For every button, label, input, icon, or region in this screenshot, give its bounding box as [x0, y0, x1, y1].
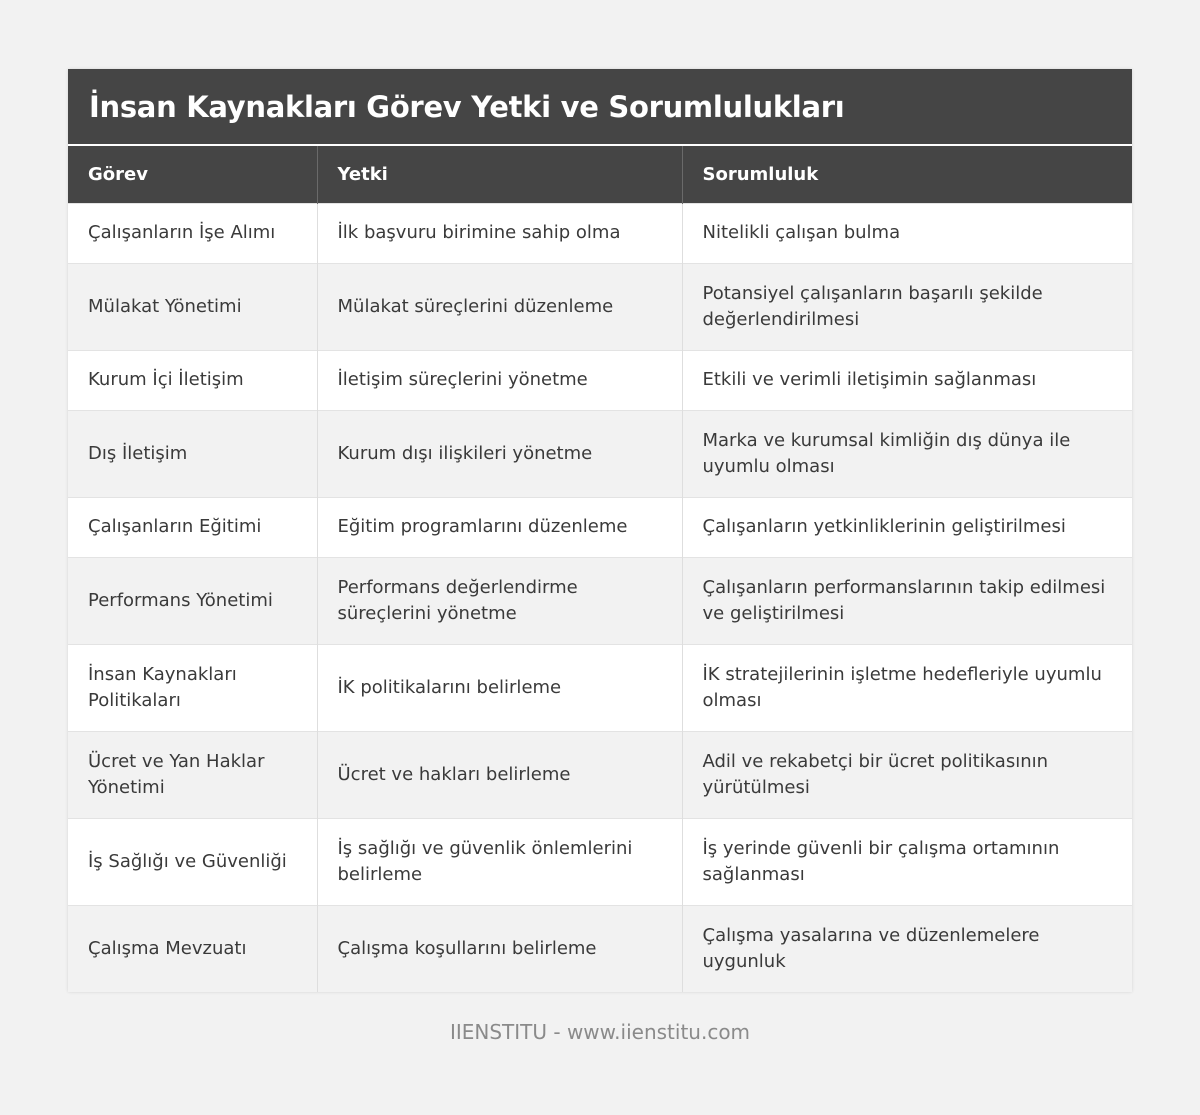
table-title: İnsan Kaynakları Görev Yetki ve Sorumlulukları — [68, 69, 1132, 144]
cell-gorev: Performans Yönetimi — [68, 557, 317, 644]
table-row — [68, 410, 1132, 497]
cell-yetki: Ücret ve hakları belirleme — [317, 731, 682, 818]
column-header-yetki: Yetki — [317, 145, 682, 203]
table-row — [68, 731, 1132, 818]
cell-yetki: Performans değerlendirme süreçlerini yönetme — [317, 557, 682, 644]
cell-gorev: İnsan Kaynakları Politikaları — [68, 644, 317, 731]
cell-sorumluluk: İş yerinde güvenli bir çalışma ortamının sağlanması — [682, 818, 1132, 905]
cell-gorev: Çalışanların İşe Alımı — [68, 203, 317, 263]
table-row — [68, 203, 1132, 263]
cell-yetki: İK politikalarını belirleme — [317, 644, 682, 731]
table-row — [68, 644, 1132, 731]
cell-sorumluluk: Çalışanların yetkinliklerinin geliştirilmesi — [682, 497, 1132, 557]
cell-sorumluluk: Çalışanların performanslarının takip edilmesi ve geliştirilmesi — [682, 557, 1132, 644]
table-header-row — [68, 145, 1132, 203]
cell-gorev: İş Sağlığı ve Güvenliği — [68, 818, 317, 905]
table-row — [68, 350, 1132, 410]
footer-credit: IIENSTITU - www.iienstitu.com — [449, 1020, 751, 1044]
cell-yetki: Kurum dışı ilişkileri yönetme — [317, 410, 682, 497]
cell-sorumluluk: Nitelikli çalışan bulma — [682, 203, 1132, 263]
cell-sorumluluk: Etkili ve verimli iletişimin sağlanması — [682, 350, 1132, 410]
cell-gorev: Mülakat Yönetimi — [68, 263, 317, 350]
table-row — [68, 497, 1132, 557]
cell-gorev: Dış İletişim — [68, 410, 317, 497]
cell-yetki: Mülakat süreçlerini düzenleme — [317, 263, 682, 350]
cell-sorumluluk: Potansiyel çalışanların başarılı şekilde değerlendirilmesi — [682, 263, 1132, 350]
table-row — [68, 263, 1132, 350]
table-row — [68, 818, 1132, 905]
cell-gorev: Çalışma Mevzuatı — [68, 905, 317, 992]
cell-yetki: Eğitim programlarını düzenleme — [317, 497, 682, 557]
column-header-gorev: Görev — [68, 145, 317, 203]
table-row — [68, 905, 1132, 992]
cell-yetki: İş sağlığı ve güvenlik önlemlerini belirleme — [317, 818, 682, 905]
cell-yetki: Çalışma koşullarını belirleme — [317, 905, 682, 992]
cell-gorev: Çalışanların Eğitimi — [68, 497, 317, 557]
cell-gorev: Kurum İçi İletişim — [68, 350, 317, 410]
cell-yetki: İletişim süreçlerini yönetme — [317, 350, 682, 410]
cell-yetki: İlk başvuru birimine sahip olma — [317, 203, 682, 263]
cell-sorumluluk: İK stratejilerinin işletme hedefleriyle uyumlu olması — [682, 644, 1132, 731]
column-header-sorumluluk: Sorumluluk — [682, 145, 1132, 203]
cell-gorev: Ücret ve Yan Haklar Yönetimi — [68, 731, 317, 818]
cell-sorumluluk: Adil ve rekabetçi bir ücret politikasının yürütülmesi — [682, 731, 1132, 818]
cell-sorumluluk: Çalışma yasalarına ve düzenlemelere uygunluk — [682, 905, 1132, 992]
data-table — [68, 144, 1132, 992]
cell-sorumluluk: Marka ve kurumsal kimliğin dış dünya ile uyumlu olması — [682, 410, 1132, 497]
table-row — [68, 557, 1132, 644]
table-card — [68, 69, 1132, 992]
